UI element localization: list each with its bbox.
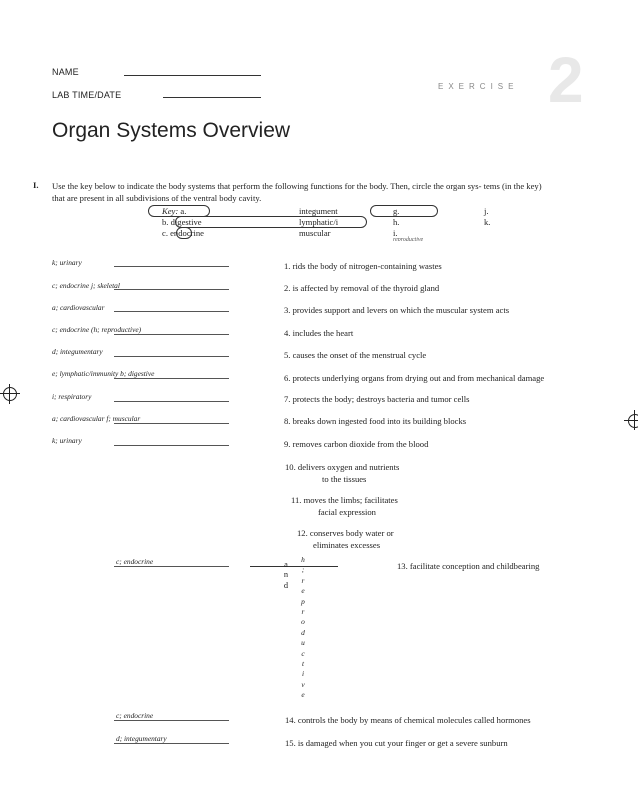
vertical-letter: o xyxy=(301,617,305,627)
instructions xyxy=(52,180,612,204)
key-k: k. xyxy=(484,217,491,227)
vertical-letter: r xyxy=(301,575,305,585)
answer-line-2[interactable] xyxy=(114,289,229,290)
vertical-letter: v xyxy=(301,679,305,689)
question-15: 15. is damaged when you cut your finger or get a severe sunburn xyxy=(285,738,508,748)
question-10 xyxy=(285,461,399,485)
answer-7: i; respiratory xyxy=(52,392,92,401)
answer-5: d; integumentary xyxy=(52,347,103,356)
name-field[interactable] xyxy=(124,75,261,76)
key-a: a. xyxy=(180,206,187,216)
and-letter: d xyxy=(283,580,289,590)
vertical-letter: t xyxy=(301,659,305,669)
vertical-letter: ; xyxy=(301,565,305,575)
key-f: muscular xyxy=(299,228,331,238)
question-4: 4. includes the heart xyxy=(284,328,354,338)
key-col-2 xyxy=(299,206,338,239)
labtime-label: LAB TIME/DATE xyxy=(52,90,122,100)
exercise-number: 2 xyxy=(548,44,584,116)
question-10-line-1: 10. delivers oxygen and nutrients xyxy=(285,462,400,472)
vertical-letter: p xyxy=(301,596,305,606)
answer-line-6[interactable] xyxy=(114,378,229,379)
answer-line-9[interactable] xyxy=(114,445,229,446)
answer-3: a; cardiovascular xyxy=(52,303,105,312)
question-3: 3. provides support and levers on which the muscular system acts xyxy=(284,305,510,315)
and-vertical xyxy=(282,560,290,591)
answer-line-3[interactable] xyxy=(114,311,229,312)
key-g-circle xyxy=(370,205,438,217)
answer-14: c; endocrine xyxy=(116,711,154,720)
question-2: 2. is affected by removal of the thyroid gland xyxy=(284,283,440,293)
question-12-line-2: eliminates excesses xyxy=(313,540,381,550)
registration-mark-right-icon xyxy=(624,410,638,430)
answer-9: k; urinary xyxy=(52,436,82,445)
question-13: 13. facilitate conception and childbearing xyxy=(397,561,540,571)
section-number: I. xyxy=(33,180,39,190)
answer-line-8[interactable] xyxy=(114,423,229,424)
question-8: 8. breaks down ingested food into its building blocks xyxy=(284,416,467,426)
key-g: g. xyxy=(393,206,400,216)
answer-line-13[interactable] xyxy=(114,566,229,567)
vertical-letter: e xyxy=(301,586,305,596)
answer-13: c; endocrine xyxy=(116,557,154,566)
answer-line-14[interactable] xyxy=(114,720,229,721)
vertical-letter: c xyxy=(301,648,305,658)
question-11 xyxy=(291,494,398,518)
and-letter: a xyxy=(284,560,288,569)
question-12 xyxy=(297,527,394,551)
page-title: Organ Systems Overview xyxy=(52,119,291,142)
question-14: 14. controls the body by means of chemical molecules called hormones xyxy=(285,715,531,725)
key-label: Key: xyxy=(162,206,179,216)
question-5: 5. causes the onset of the menstrual cycle xyxy=(284,350,427,360)
key-e: lymphatic/i xyxy=(299,217,339,227)
reproductive-vertical xyxy=(299,555,307,701)
key-h: h. xyxy=(393,217,400,227)
answer-line-5[interactable] xyxy=(114,356,229,357)
key-c-circle xyxy=(176,227,192,239)
vertical-letter: r xyxy=(301,607,305,617)
question-9: 9. removes carbon dioxide from the blood xyxy=(284,439,429,449)
answer-line-15[interactable] xyxy=(114,743,229,744)
key-b-circle xyxy=(175,216,367,228)
vertical-letter: d xyxy=(301,627,305,637)
key-col-4 xyxy=(484,206,490,228)
key-overflow: reproductive xyxy=(393,237,424,241)
key-i: i. xyxy=(393,228,398,238)
answer-line-1[interactable] xyxy=(114,266,229,267)
instructions-line-2: that are present in all subdivisions of the ventral body cavity. xyxy=(52,193,262,203)
vertical-letter: h xyxy=(301,555,305,564)
question-11-line-2: facial expression xyxy=(318,507,376,517)
answer-1: k; urinary xyxy=(52,258,82,267)
vertical-letter: e xyxy=(301,690,305,700)
vertical-letter: u xyxy=(301,638,305,648)
question-10-line-2: to the tissues xyxy=(322,474,367,484)
answer-15: d; integumentary xyxy=(116,734,167,743)
key-d: integument xyxy=(299,206,338,216)
exercise-label: EXERCISE xyxy=(438,82,519,91)
key-b: b. digestive xyxy=(162,217,202,227)
question-7: 7. protects the body; destroys bacteria and tumor cells xyxy=(284,394,470,404)
key-c: c. endocrine xyxy=(162,228,204,238)
labtime-field[interactable] xyxy=(163,97,261,98)
question-6: 6. protects underlying organs from drying out and from mechanical damage xyxy=(284,373,545,383)
question-1: 1. rids the body of nitrogen-containing wastes xyxy=(284,261,442,271)
name-label: NAME xyxy=(52,67,79,77)
question-11-line-1: 11. moves the limbs; facilitates xyxy=(291,495,398,505)
and-letter: n xyxy=(283,570,289,580)
key-j: j. xyxy=(484,206,489,216)
registration-mark-left-icon xyxy=(0,384,20,404)
answer-line-13b[interactable] xyxy=(250,566,338,567)
question-12-line-1: 12. conserves body water or xyxy=(297,528,394,538)
answer-line-7[interactable] xyxy=(114,401,229,402)
instructions-line-1: Use the key below to indicate the body systems that perform the following functions for the body. Then, circle the organ sys- tems (in the key) xyxy=(52,181,542,191)
answer-8: a; cardiovascular f; muscular xyxy=(52,414,141,423)
vertical-letter: i xyxy=(301,669,305,679)
answer-line-4[interactable] xyxy=(114,334,229,335)
answer-2: c; endocrine j; skeletal xyxy=(52,281,120,290)
answer-6: e; lymphatic/immunity b; digestive xyxy=(52,369,155,378)
answer-4: c; endocrine (h; reproductive) xyxy=(52,325,142,334)
